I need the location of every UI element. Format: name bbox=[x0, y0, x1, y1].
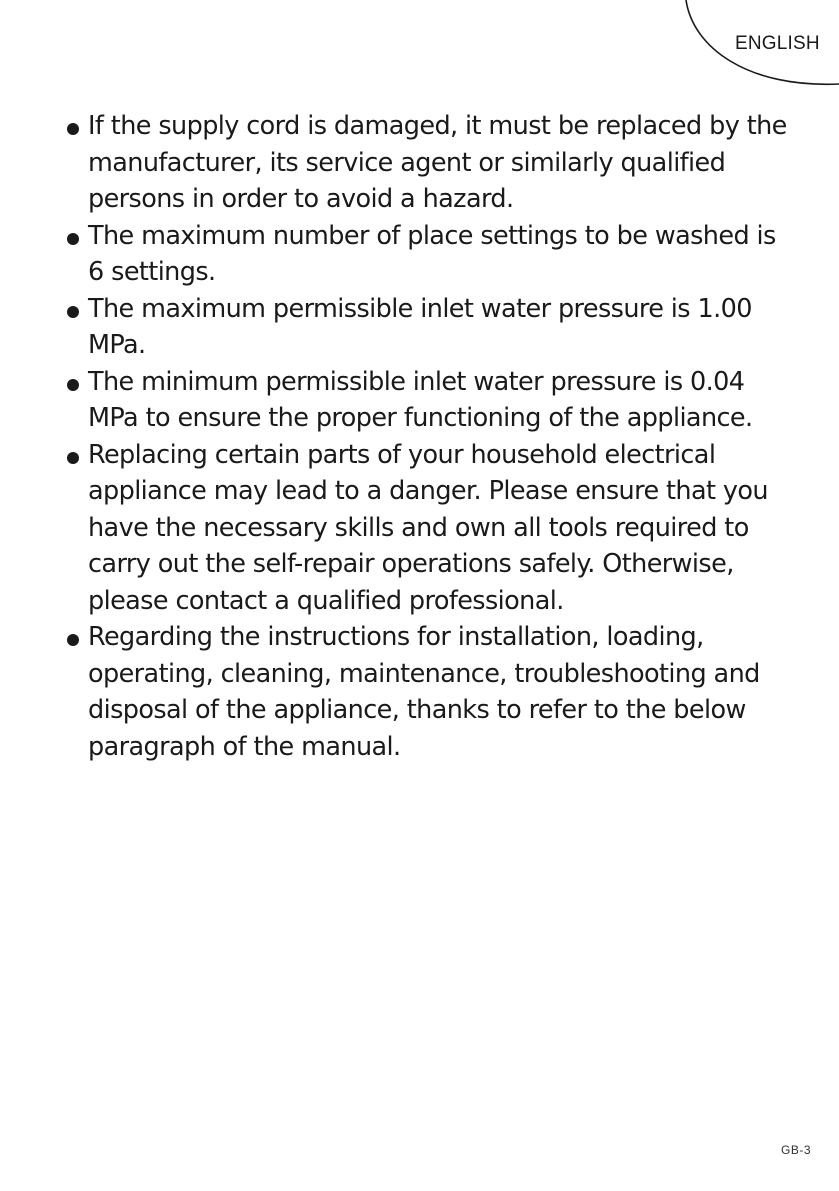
page-number: GB-3 bbox=[781, 1143, 812, 1157]
language-label: ENGLISH bbox=[735, 33, 820, 54]
list-item bbox=[64, 364, 794, 437]
list-item bbox=[64, 291, 794, 364]
list-item-text: The maximum permissible inlet water pressure is 1.00 MPa. bbox=[88, 293, 752, 360]
list-item-text: If the supply cord is damaged, it must be replaced by the manufacturer, its service agent or similarly qualified persons in order to avoid a hazard. bbox=[88, 111, 787, 214]
bullet-icon bbox=[67, 634, 79, 646]
bullet-icon bbox=[67, 306, 79, 318]
safety-instructions-list bbox=[64, 108, 794, 765]
list-item bbox=[64, 619, 794, 765]
list-item-text: Replacing certain parts of your household electrical appliance may lead to a danger. Please ensure that you have the necessary skills and own all tools required to carry out the self-repair operations safely. Otherwise, please contact a qualified professional. bbox=[88, 439, 768, 616]
bullet-icon bbox=[67, 123, 79, 135]
list-item-text: The maximum number of place settings to be washed is 6 settings. bbox=[88, 220, 776, 287]
language-tab-outline bbox=[0, 0, 839, 100]
list-item bbox=[64, 437, 794, 620]
bullet-icon bbox=[67, 452, 79, 464]
list-item bbox=[64, 108, 794, 218]
language-tab bbox=[0, 0, 839, 100]
list-item-text: The minimum permissible inlet water pressure is 0.04 MPa to ensure the proper functioning of the appliance. bbox=[88, 366, 753, 433]
bullet-icon bbox=[67, 379, 79, 391]
list-item-text: Regarding the instructions for installation, loading, operating, cleaning, maintenance, troubleshooting and disposal of the appliance, thanks to refer to the below paragraph of the manual. bbox=[88, 622, 760, 762]
bullet-icon bbox=[67, 233, 79, 245]
list-item bbox=[64, 218, 794, 291]
